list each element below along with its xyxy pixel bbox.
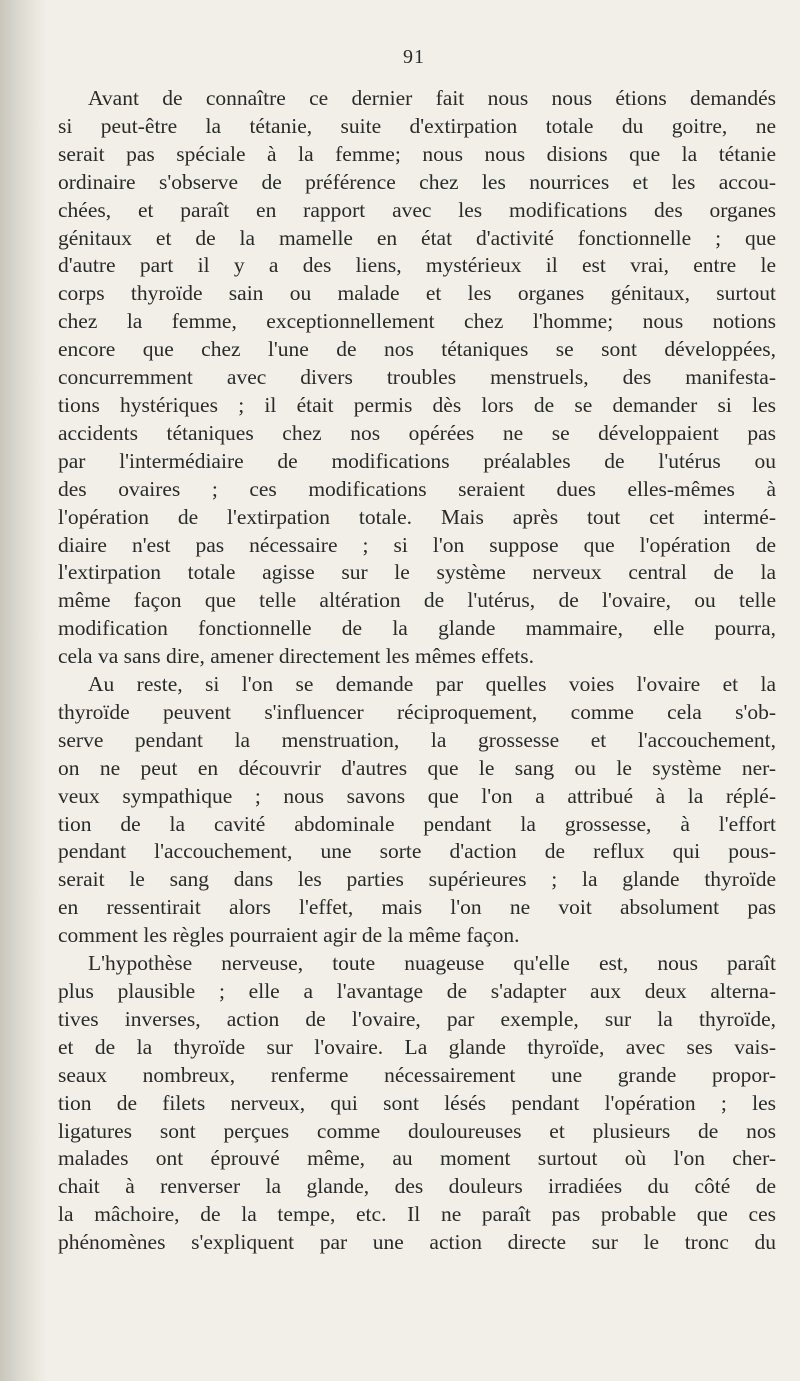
text-line: ordinaire s'observe de préférence chez les nourrices et les accou-	[58, 169, 776, 194]
text-line: tions hystériques ; il était permis dès lors de se demander si les	[58, 392, 776, 417]
text-line: serve pendant la menstruation, la grossesse et l'accouchement,	[58, 727, 776, 752]
text-line: Au reste, si l'on se demande par quelles voies l'ovaire et la	[88, 672, 776, 697]
text-line: comment les règles pourraient agir de la même façon.	[58, 923, 520, 948]
text-line: chez la femme, exceptionnellement chez l'homme; nous notions	[58, 309, 776, 334]
text-line: accidents tétaniques chez nos opérées ne se développaient pas	[58, 420, 776, 445]
text-line: malades ont éprouvé même, au moment surtout où l'on cher-	[58, 1146, 776, 1171]
text-line: diaire n'est pas nécessaire ; si l'on suppose que l'opération de	[58, 532, 776, 557]
text-line: tives inverses, action de l'ovaire, par exemple, sur la thyroïde,	[58, 1006, 776, 1031]
text-line: chées, et paraît en rapport avec les modifications des organes	[58, 197, 776, 222]
text-line: d'autre part il y a des liens, mystérieux il est vrai, entre le	[58, 253, 776, 278]
page-gutter-shadow	[0, 0, 48, 1381]
text-line: si peut-être la tétanie, suite d'extirpation totale du goitre, ne	[58, 113, 776, 138]
text-line: la mâchoire, de la tempe, etc. Il ne paraît pas probable que ces	[58, 1202, 776, 1227]
text-line: serait le sang dans les parties supérieures ; la glande thyroïde	[58, 867, 776, 892]
text-line: pendant l'accouchement, une sorte d'action de reflux qui pous-	[58, 839, 776, 864]
text-line: l'opération de l'extirpation totale. Mais après tout cet intermé-	[58, 504, 776, 529]
paragraph	[58, 950, 776, 1257]
text-line: thyroïde peuvent s'influencer réciproquement, comme cela s'ob-	[58, 699, 776, 724]
text-line: encore que chez l'une de nos tétaniques se sont développées,	[58, 337, 776, 362]
text-line: modification fonctionnelle de la glande mammaire, elle pourra,	[58, 616, 776, 641]
paragraph	[58, 671, 776, 950]
text-line: des ovaires ; ces modifications seraient dues elles-mêmes à	[58, 476, 776, 501]
text-line: chait à renverser la glande, des douleurs irradiées du côté de	[58, 1174, 776, 1199]
paragraph	[58, 85, 776, 671]
text-line: génitaux et de la mamelle en état d'activité fonctionnelle ; que	[58, 225, 776, 250]
text-line: L'hypothèse nerveuse, toute nuageuse qu'elle est, nous paraît	[88, 951, 776, 976]
text-line: Avant de connaître ce dernier fait nous nous étions demandés	[88, 86, 776, 110]
text-line: ligatures sont perçues comme douloureuses et plusieurs de nos	[58, 1118, 776, 1143]
text-line: même façon que telle altération de l'utérus, de l'ovaire, ou telle	[58, 588, 776, 613]
text-line: et de la thyroïde sur l'ovaire. La glande thyroïde, avec ses vais-	[58, 1034, 776, 1059]
text-line: en ressentirait alors l'effet, mais l'on ne voit absolument pas	[58, 895, 776, 920]
text-line: corps thyroïde sain ou malade et les organes génitaux, surtout	[58, 281, 776, 306]
text-line: l'extirpation totale agisse sur le système nerveux central de la	[58, 560, 776, 585]
text-line: phénomènes s'expliquent par une action directe sur le tronc du	[58, 1230, 776, 1255]
text-line: on ne peut en découvrir d'autres que le sang ou le système ner-	[58, 755, 776, 780]
body-text	[58, 85, 776, 1257]
text-line: concurremment avec divers troubles menstruels, des manifesta-	[58, 365, 776, 390]
text-line: cela va sans dire, amener directement les mêmes effets.	[58, 644, 534, 669]
text-line: plus plausible ; elle a l'avantage de s'adapter aux deux alterna-	[58, 979, 776, 1003]
text-line: tion de la cavité abdominale pendant la grossesse, à l'effort	[58, 811, 776, 836]
text-line: tion de filets nerveux, qui sont lésés pendant l'opération ; les	[58, 1090, 776, 1115]
text-line: serait pas spéciale à la femme; nous nous disions que la tétanie	[58, 141, 776, 166]
page-number: 91	[403, 46, 425, 68]
text-line: par l'intermédiaire de modifications préalables de l'utérus ou	[58, 448, 776, 473]
text-line: seaux nombreux, renferme nécessairement une grande propor-	[58, 1062, 776, 1087]
text-line: veux sympathique ; nous savons que l'on a attribué à la réplé-	[58, 783, 776, 808]
